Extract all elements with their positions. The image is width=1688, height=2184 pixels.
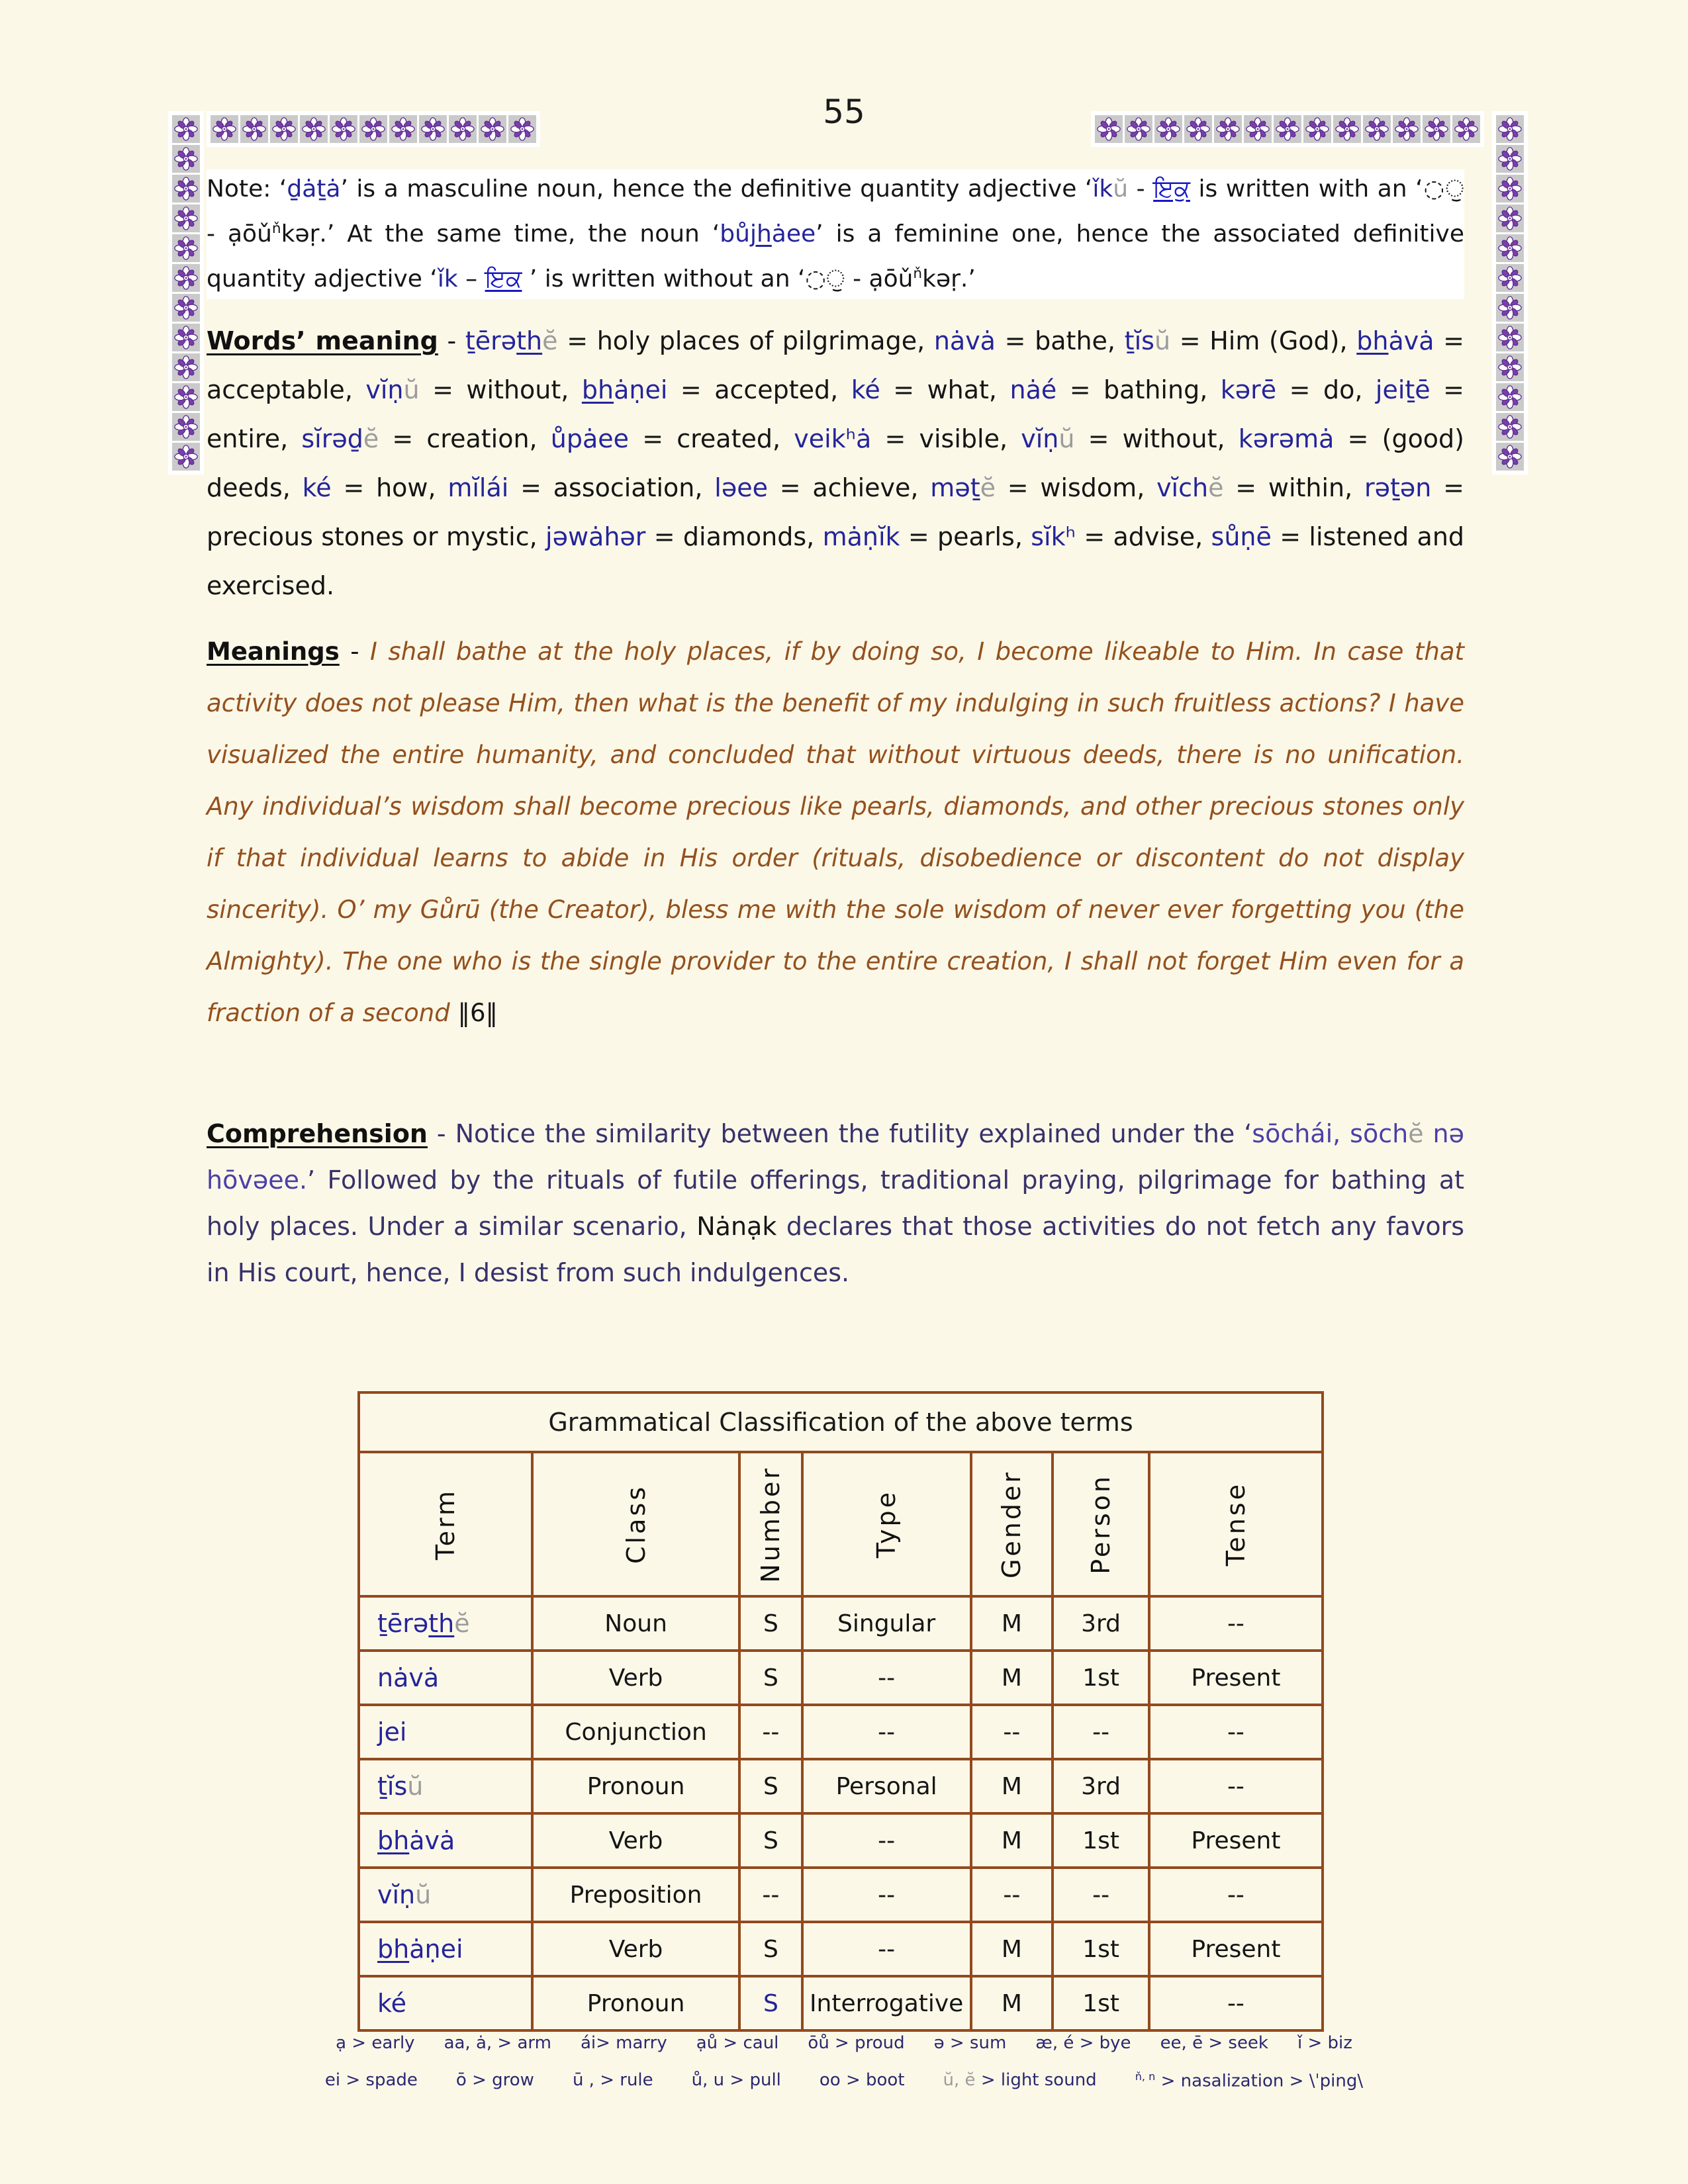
value-cell: S bbox=[739, 1976, 802, 2030]
value-cell: Singular bbox=[802, 1596, 971, 1651]
flower-tile bbox=[1496, 324, 1524, 351]
flower-tile bbox=[1496, 383, 1524, 411]
term-cell: bhȧṇei bbox=[359, 1922, 532, 1976]
flower-icon bbox=[174, 445, 198, 469]
pronunciation-key-item: ǐ > biz bbox=[1297, 2033, 1352, 2053]
value-cell: -- bbox=[1149, 1976, 1323, 2030]
table-row bbox=[359, 1759, 1323, 1813]
flower-tile bbox=[1496, 115, 1524, 143]
value-cell: Present bbox=[1149, 1651, 1323, 1705]
table-row bbox=[359, 1868, 1323, 1922]
flower-tile bbox=[1496, 175, 1524, 203]
flower-icon bbox=[1246, 117, 1270, 141]
term-cell: jei bbox=[359, 1705, 532, 1759]
value-cell: -- bbox=[802, 1813, 971, 1868]
flower-icon bbox=[1498, 445, 1522, 469]
flower-icon bbox=[1216, 117, 1240, 141]
term-cell: nȧvȧ bbox=[359, 1651, 532, 1705]
flower-tile bbox=[1303, 115, 1331, 143]
value-cell: Verb bbox=[532, 1922, 739, 1976]
pronunciation-key-item: ŭ, ĕ > light sound bbox=[943, 2070, 1097, 2090]
pronunciation-key-item: ō > grow bbox=[455, 2070, 534, 2090]
value-cell: Present bbox=[1149, 1813, 1323, 1868]
flower-icon bbox=[242, 117, 266, 141]
pronunciation-key-item: ōů > proud bbox=[808, 2033, 905, 2053]
flower-tile bbox=[1154, 115, 1182, 143]
flower-icon bbox=[1498, 117, 1522, 141]
flower-tile bbox=[211, 115, 238, 143]
flower-icon bbox=[174, 415, 198, 439]
value-cell: M bbox=[971, 1813, 1053, 1868]
table-row bbox=[359, 1813, 1323, 1868]
pronunciation-key-item: ái> marry bbox=[580, 2033, 667, 2053]
flower-icon bbox=[302, 117, 326, 141]
flower-tile bbox=[1244, 115, 1272, 143]
flower-icon bbox=[1498, 415, 1522, 439]
flower-icon bbox=[332, 117, 355, 141]
flower-tile bbox=[172, 413, 200, 441]
flower-tile bbox=[1184, 115, 1212, 143]
value-cell: -- bbox=[1149, 1759, 1323, 1813]
flower-icon bbox=[1305, 117, 1329, 141]
flower-tile bbox=[172, 294, 200, 322]
value-cell: 1st bbox=[1053, 1651, 1149, 1705]
flower-tile bbox=[1452, 115, 1480, 143]
value-cell: Pronoun bbox=[532, 1759, 739, 1813]
table-header-row bbox=[359, 1452, 1323, 1596]
pronunciation-key-item: ạů > caul bbox=[696, 2033, 779, 2053]
flower-tile bbox=[419, 115, 447, 143]
flower-tile bbox=[172, 234, 200, 262]
flower-tile bbox=[270, 115, 298, 143]
table-body bbox=[359, 1596, 1323, 2030]
value-cell: M bbox=[971, 1651, 1053, 1705]
flower-icon bbox=[1186, 117, 1210, 141]
flower-icon bbox=[361, 117, 385, 141]
flower-icon bbox=[1395, 117, 1419, 141]
value-cell: -- bbox=[971, 1705, 1053, 1759]
flower-icon bbox=[212, 117, 236, 141]
value-cell: Noun bbox=[532, 1596, 739, 1651]
flower-tile bbox=[1095, 115, 1123, 143]
flower-tile bbox=[389, 115, 417, 143]
value-cell: -- bbox=[1053, 1868, 1149, 1922]
flower-tile bbox=[172, 324, 200, 351]
pronunciation-key-line-1 bbox=[215, 2033, 1473, 2053]
pronunciation-key-item: ei > spade bbox=[324, 2070, 418, 2090]
flower-ornament-row-top-right bbox=[1091, 111, 1484, 147]
value-cell: -- bbox=[1149, 1596, 1323, 1651]
flower-icon bbox=[174, 296, 198, 320]
flower-tile bbox=[1496, 145, 1524, 173]
flower-tile bbox=[300, 115, 328, 143]
value-cell: Pronoun bbox=[532, 1976, 739, 2030]
term-cell: bhȧvȧ bbox=[359, 1813, 532, 1868]
flower-icon bbox=[1498, 147, 1522, 171]
flower-tile bbox=[1423, 115, 1450, 143]
flower-tile bbox=[1496, 294, 1524, 322]
flower-tile bbox=[1496, 353, 1524, 381]
value-cell: -- bbox=[1053, 1705, 1149, 1759]
flower-icon bbox=[1498, 385, 1522, 409]
flower-tile bbox=[1274, 115, 1301, 143]
grammar-classification-table bbox=[357, 1391, 1324, 2032]
flower-tile bbox=[1496, 443, 1524, 471]
flower-icon bbox=[1498, 206, 1522, 230]
table-column-header: Gender bbox=[971, 1452, 1053, 1596]
value-cell: S bbox=[739, 1922, 802, 1976]
table-column-header: Term bbox=[359, 1452, 532, 1596]
value-cell: S bbox=[739, 1759, 802, 1813]
table-row bbox=[359, 1596, 1323, 1651]
flower-tile bbox=[1496, 205, 1524, 232]
value-cell: -- bbox=[802, 1651, 971, 1705]
pronunciation-key-line-2 bbox=[215, 2070, 1473, 2091]
flower-icon bbox=[1097, 117, 1121, 141]
flower-icon bbox=[174, 117, 198, 141]
flower-tile bbox=[1363, 115, 1391, 143]
value-cell: 1st bbox=[1053, 1813, 1149, 1868]
flower-ornament-column-right bbox=[1492, 111, 1528, 475]
value-cell: Verb bbox=[532, 1813, 739, 1868]
flower-icon bbox=[174, 385, 198, 409]
flower-tile bbox=[508, 115, 536, 143]
flower-icon bbox=[391, 117, 415, 141]
table-row bbox=[359, 1922, 1323, 1976]
flower-icon bbox=[272, 117, 296, 141]
flower-icon bbox=[1498, 177, 1522, 201]
value-cell: 3rd bbox=[1053, 1596, 1149, 1651]
pronunciation-key-item: ə > sum bbox=[933, 2033, 1007, 2053]
value-cell: -- bbox=[971, 1868, 1053, 1922]
term-cell: ṯĭsŭ bbox=[359, 1759, 532, 1813]
flower-tile bbox=[172, 443, 200, 471]
flower-tile bbox=[172, 115, 200, 143]
table-row bbox=[359, 1651, 1323, 1705]
words-meaning-paragraph: Words’ meaning - ṯērəthĕ = holy places of pilgrimage, nȧvȧ = bathe, ṯĭsŭ = Him (God), bhȧvȧ = acceptable, vĭṇŭ = without, bhȧṇei = accepted, ké = what, nȧé = bathing, kərē = do, jeiṯē = entire, sĭrəḏĕ = creation, ůpȧee = created, veikʰȧ = visible, vĭṇŭ = without, kərəmȧ = (good) deeds, ké = how, mĭlái = association, ləee = achieve, məṯĕ = wisdom, vĭchĕ = within, rəṯən = precious stones or mystic, jəwȧhər = diamonds, mȧṇĭk = pearls, sĭkʰ = advise, sůṇē = listened and exercised. bbox=[207, 326, 1465, 600]
flower-icon bbox=[174, 326, 198, 349]
flower-icon bbox=[174, 147, 198, 171]
term-cell: ké bbox=[359, 1976, 532, 2030]
flower-tile bbox=[1496, 413, 1524, 441]
flower-icon bbox=[1335, 117, 1359, 141]
flower-icon bbox=[1276, 117, 1299, 141]
table-column-header: Person bbox=[1053, 1452, 1149, 1596]
flower-tile bbox=[1125, 115, 1152, 143]
page-number: 55 bbox=[823, 93, 865, 131]
flower-ornament-column-left bbox=[168, 111, 204, 475]
value-cell: S bbox=[739, 1651, 802, 1705]
value-cell: Conjunction bbox=[532, 1705, 739, 1759]
table-column-header: Type bbox=[802, 1452, 971, 1596]
flower-tile bbox=[240, 115, 268, 143]
value-cell: -- bbox=[739, 1705, 802, 1759]
flower-tile bbox=[479, 115, 506, 143]
flower-tile bbox=[1393, 115, 1421, 143]
flower-icon bbox=[481, 117, 504, 141]
flower-tile bbox=[1333, 115, 1361, 143]
table-title-row bbox=[359, 1392, 1323, 1452]
flower-tile bbox=[1214, 115, 1242, 143]
value-cell: -- bbox=[1149, 1705, 1323, 1759]
table-column-header: Tense bbox=[1149, 1452, 1323, 1596]
flower-tile bbox=[1496, 234, 1524, 262]
value-cell: -- bbox=[802, 1922, 971, 1976]
flower-icon bbox=[1156, 117, 1180, 141]
flower-tile bbox=[1496, 264, 1524, 292]
flower-icon bbox=[1498, 236, 1522, 260]
table-title: Grammatical Classification of the above terms bbox=[359, 1392, 1323, 1452]
value-cell: Interrogative bbox=[802, 1976, 971, 2030]
table-column-header: Class bbox=[532, 1452, 739, 1596]
value-cell: -- bbox=[1149, 1868, 1323, 1922]
flower-tile bbox=[172, 353, 200, 381]
value-cell: -- bbox=[802, 1868, 971, 1922]
flower-icon bbox=[1425, 117, 1448, 141]
flower-tile bbox=[359, 115, 387, 143]
flower-icon bbox=[174, 236, 198, 260]
value-cell: S bbox=[739, 1596, 802, 1651]
flower-tile bbox=[172, 175, 200, 203]
flower-icon bbox=[1498, 296, 1522, 320]
flower-icon bbox=[1498, 266, 1522, 290]
flower-tile bbox=[172, 205, 200, 232]
flower-tile bbox=[172, 145, 200, 173]
flower-icon bbox=[1127, 117, 1150, 141]
value-cell: 1st bbox=[1053, 1922, 1149, 1976]
value-cell: -- bbox=[802, 1705, 971, 1759]
pronunciation-key-item: ū , > rule bbox=[572, 2070, 653, 2090]
flower-icon bbox=[174, 355, 198, 379]
flower-icon bbox=[1498, 326, 1522, 349]
value-cell: S bbox=[739, 1813, 802, 1868]
pronunciation-key-item: $^{ň, n}$ > nasalization > \ˈping\ bbox=[1135, 2070, 1364, 2091]
value-cell: M bbox=[971, 1922, 1053, 1976]
value-cell: Personal bbox=[802, 1759, 971, 1813]
table-row bbox=[359, 1705, 1323, 1759]
value-cell: 3rd bbox=[1053, 1759, 1149, 1813]
flower-icon bbox=[1365, 117, 1389, 141]
flower-ornament-row-top-left bbox=[207, 111, 540, 147]
flower-tile bbox=[172, 383, 200, 411]
pronunciation-key-item: æ, é > bye bbox=[1035, 2033, 1131, 2053]
pronunciation-key bbox=[215, 2033, 1473, 2091]
flower-icon bbox=[510, 117, 534, 141]
table-column-header: Number bbox=[739, 1452, 802, 1596]
value-cell: M bbox=[971, 1759, 1053, 1813]
flower-icon bbox=[174, 266, 198, 290]
value-cell: Verb bbox=[532, 1651, 739, 1705]
note-paragraph: Note: ‘ḏȧṯȧ’ is a masculine noun, hence the definitive quantity adjective ‘ǐkŭ - ਇਕੁ is written with an ‘◌ੁ - ạōǔ$^ň$kəṛ.’ At the same time, the noun ‘bůjhȧee’ is a feminine one, hence the associated definitive quantity adjective ‘ǐk – ਇਕ ’ is written without an ‘◌ੁ - ạōǔ$^ň$kəṛ.’ bbox=[207, 169, 1464, 299]
pronunciation-key-item: ạ > early bbox=[336, 2033, 415, 2053]
flower-tile bbox=[172, 264, 200, 292]
term-cell: vĭṇŭ bbox=[359, 1868, 532, 1922]
flower-tile bbox=[449, 115, 477, 143]
meanings-paragraph: Meanings - I shall bathe at the holy places, if by doing so, I become likeable to Him. In case that activity does not please Him, then what is the benefit of my indulging in such fruitless actions? I have visualized the entire humanity, and concluded that without virtuous deeds, there is no unification. Any individual’s wisdom shall become precious like pearls, diamonds, and other precious stones only if that individual learns to abide in His order (rituals, disobedience or discontent do not display sincerity). O’ my Gůrū (the Creator), bless me with the sole wisdom of never ever forgetting you (the Almighty). The one who is the single provider to the entire creation, I shall not forget Him even for a fraction of a second ‖6‖ bbox=[207, 637, 1465, 1027]
pronunciation-key-item: ů, u > pull bbox=[691, 2070, 781, 2090]
flower-icon bbox=[174, 206, 198, 230]
flower-icon bbox=[1454, 117, 1478, 141]
flower-tile bbox=[330, 115, 357, 143]
flower-icon bbox=[451, 117, 475, 141]
value-cell: M bbox=[971, 1596, 1053, 1651]
flower-icon bbox=[174, 177, 198, 201]
value-cell: 1st bbox=[1053, 1976, 1149, 2030]
value-cell: Present bbox=[1149, 1922, 1323, 1976]
value-cell: M bbox=[971, 1976, 1053, 2030]
flower-icon bbox=[1498, 355, 1522, 379]
pronunciation-key-item: aa, ȧ, > arm bbox=[444, 2033, 551, 2053]
table-row bbox=[359, 1976, 1323, 2030]
pronunciation-key-item: oo > boot bbox=[819, 2070, 905, 2090]
value-cell: -- bbox=[739, 1868, 802, 1922]
term-cell: ṯērəthĕ bbox=[359, 1596, 532, 1651]
comprehension-paragraph: Comprehension - Notice the similarity between the futility explained under the ‘sōchái, sōchĕ nə hōvəee.’ Followed by the rituals of futile offerings, traditional praying, pilgrimage for bathing at holy places. Under a similar scenario, Nȧnạk declares that those activities do not fetch any favors in His court, hence, I desist from such indulgences. bbox=[207, 1119, 1464, 1287]
flower-icon bbox=[421, 117, 445, 141]
value-cell: Preposition bbox=[532, 1868, 739, 1922]
grammar-table-wrapper bbox=[357, 1391, 1324, 2032]
pronunciation-key-item: ee, ē > seek bbox=[1160, 2033, 1268, 2053]
